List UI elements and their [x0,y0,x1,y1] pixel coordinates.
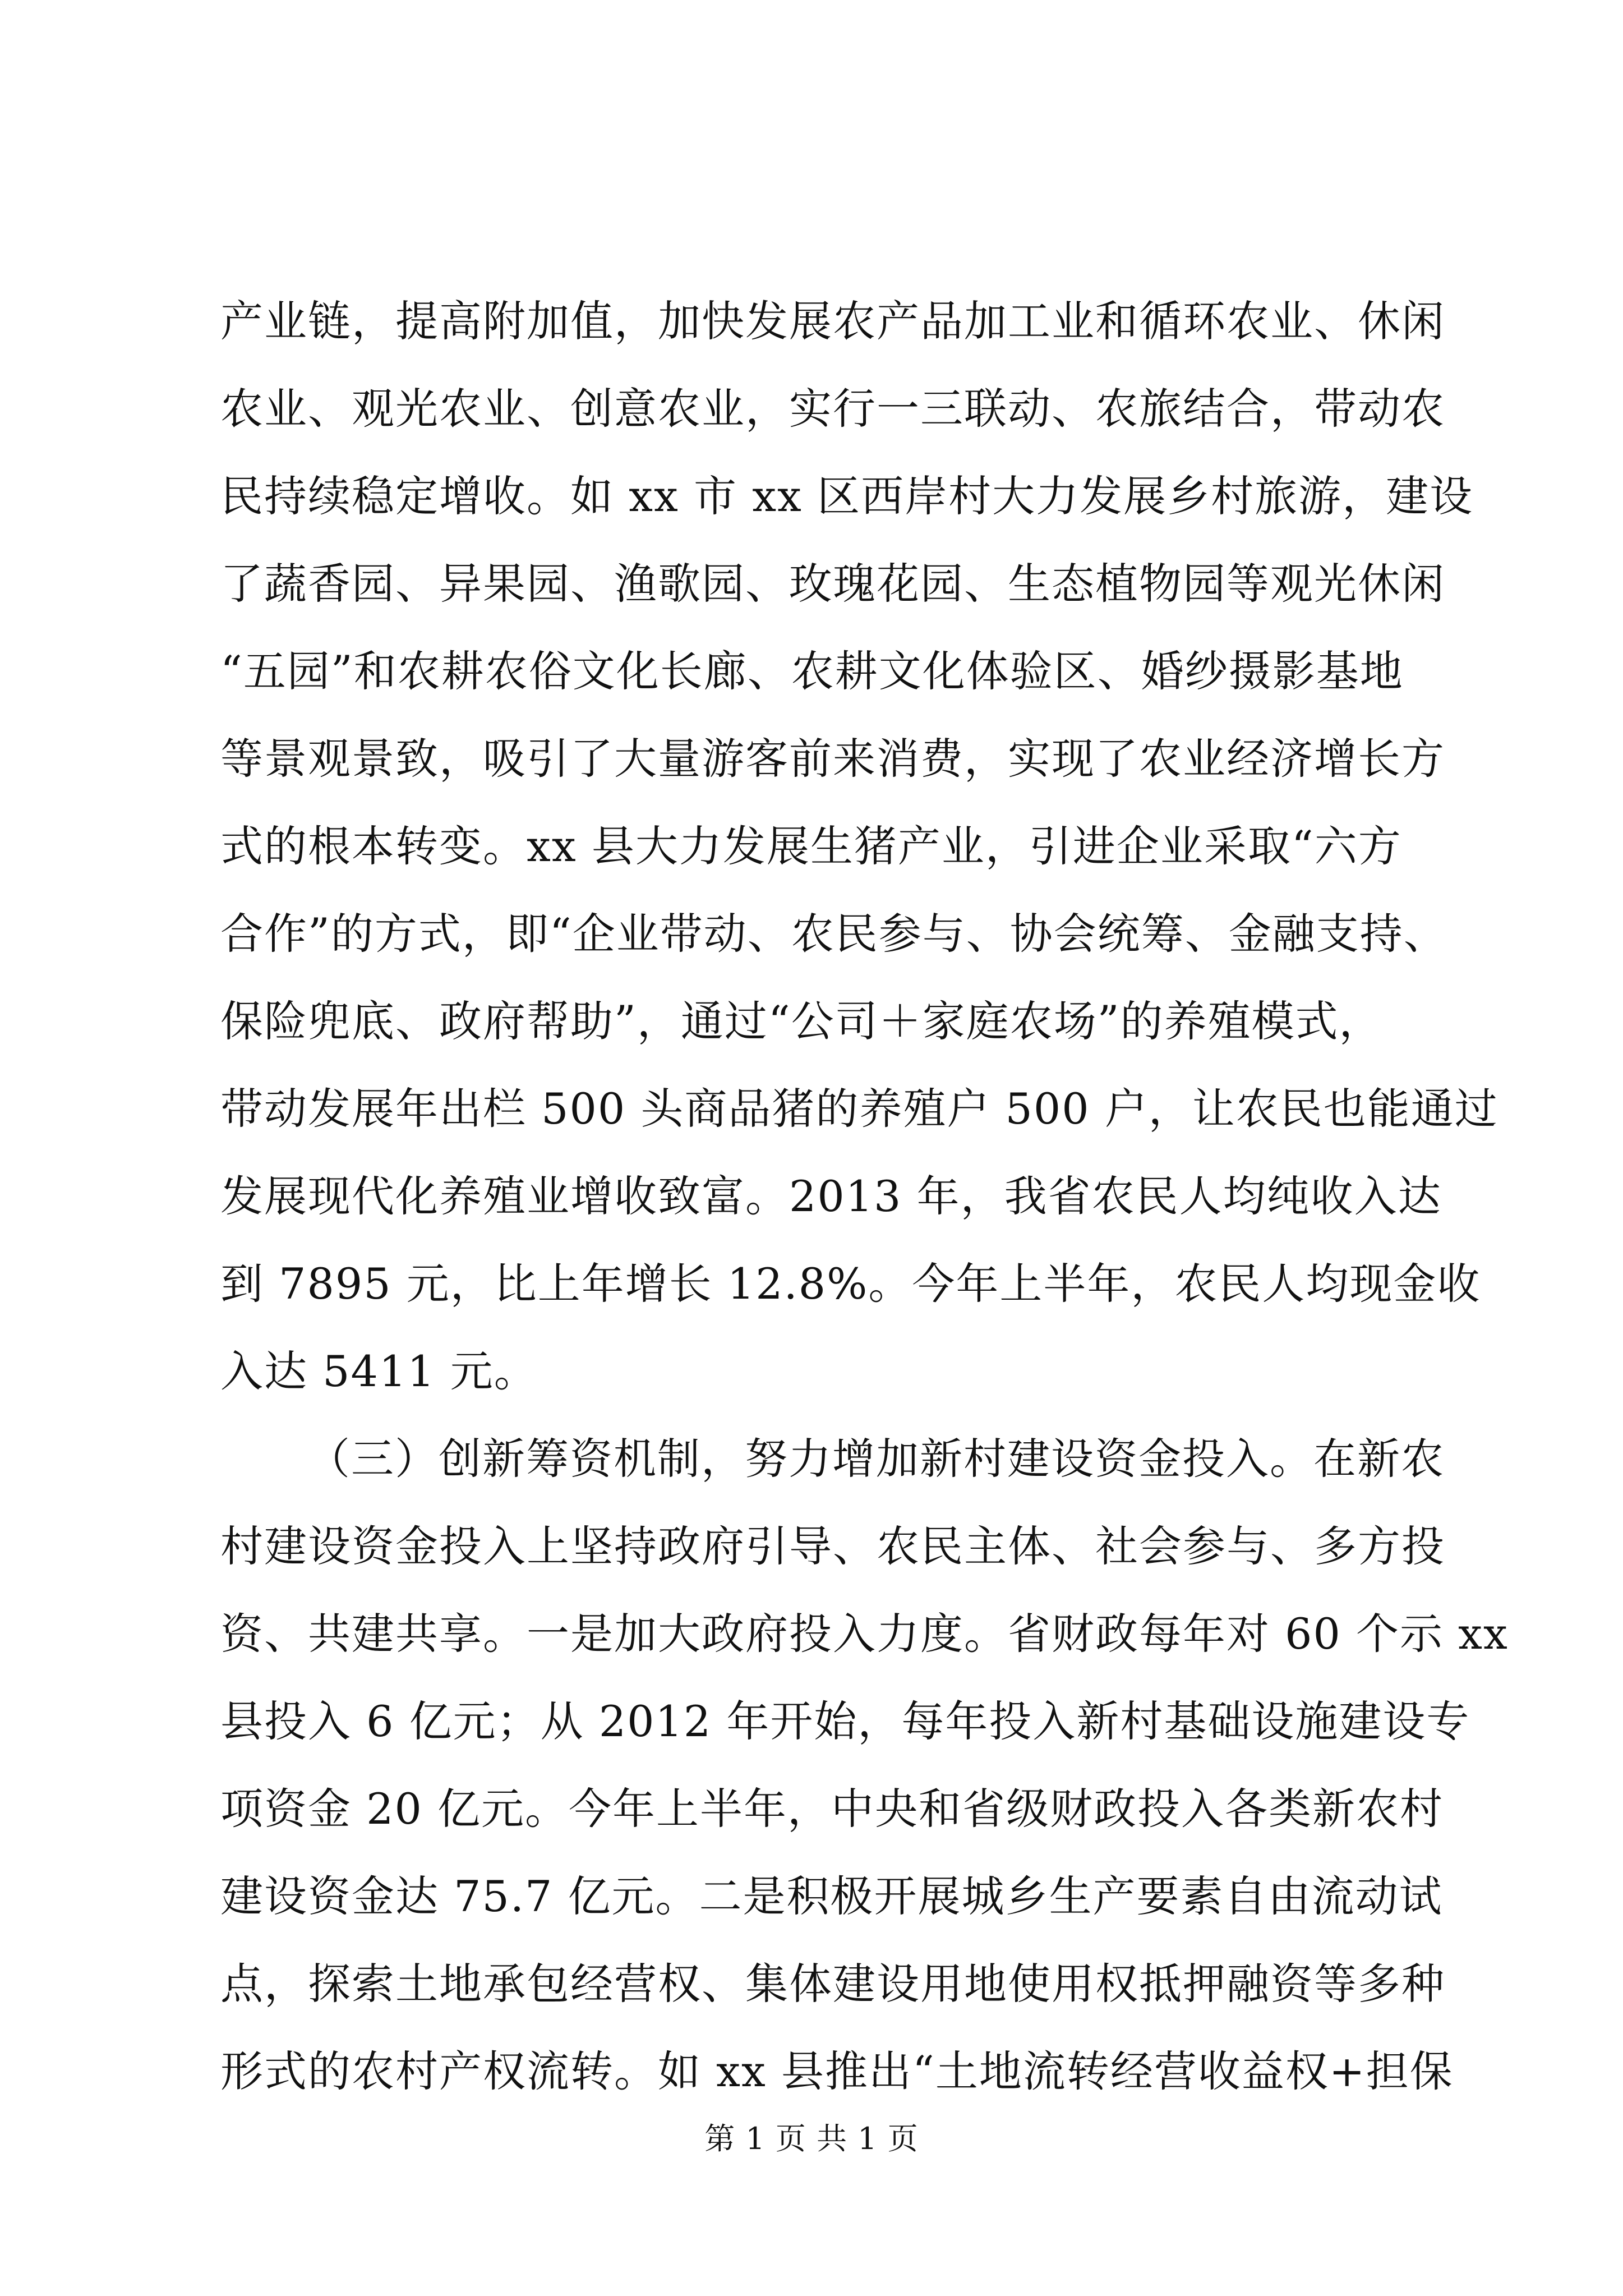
text-line: 保险兜底、政府帮助”，通过“公司＋家庭农场”的养殖模式， [220,996,1383,1046]
text-line: 村建设资金投入上坚持政府引导、农民主体、社会参与、多方投 [220,1521,1445,1571]
text-line: 式的根本转变。xx 县大力发展生猪产业，引进企业采取“六方 [220,821,1402,871]
text-line: 建设资金达 75.7 亿元。二是积极开展城乡生产要素自由流动试 [220,1871,1443,1921]
text-line: 到 7895 元，比上年增长 12.8%。今年上半年，农民人均现金收 [220,1259,1481,1309]
page-footer [0,2119,1623,2159]
paragraph-start-line: （三）创新筹资机制，努力增加新村建设资金投入。在新农 [307,1434,1445,1484]
text-line: 合作”的方式，即“企业带动、农民参与、协会统筹、金融支持、 [220,909,1447,959]
text-line: 农业、观光农业、创意农业，实行一三联动、农旅结合，带动农 [220,384,1445,434]
text-line: 发展现代化养殖业增收致富。2013 年，我省农民人均纯收入达 [220,1171,1442,1221]
text-line: 等景观景致，吸引了大量游客前来消费，实现了农业经济增长方 [220,734,1445,784]
text-line: 了蔬香园、异果园、渔歌园、玫瑰花园、生态植物园等观光休闲 [220,559,1445,609]
text-line: “五园”和农耕农俗文化长廊、农耕文化体验区、婚纱摄影基地 [220,646,1404,696]
body-text [220,278,1509,2115]
text-line: 民持续稳定增收。如 xx 市 xx 区西岸村大力发展乡村旅游，建设 [220,471,1474,521]
text-line: 产业链，提高附加值，加快发展农产品加工业和循环农业、休闲 [220,296,1445,346]
page-number-label: 第 1 页 共 1 页 [704,2121,919,2156]
text-line: 点，探索土地承包经营权、集体建设用地使用权抵押融资等多种 [220,1959,1445,2009]
text-line: 入达 5411 元。 [220,1346,538,1396]
text-line: 形式的农村产权流转。如 xx 县推出“土地流转经营收益权+担保 [220,2046,1454,2096]
text-line: 资、共建共享。一是加大政府投入力度。省财政每年对 60 个示 xx [220,1609,1509,1659]
text-line: 县投入 6 亿元；从 2012 年开始，每年投入新村基础设施建设专 [220,1696,1470,1746]
text-line: 项资金 20 亿元。今年上半年，中央和省级财政投入各类新农村 [220,1784,1444,1834]
text-line: 带动发展年出栏 500 头商品猪的养殖户 500 户，让农民也能通过 [220,1084,1498,1134]
